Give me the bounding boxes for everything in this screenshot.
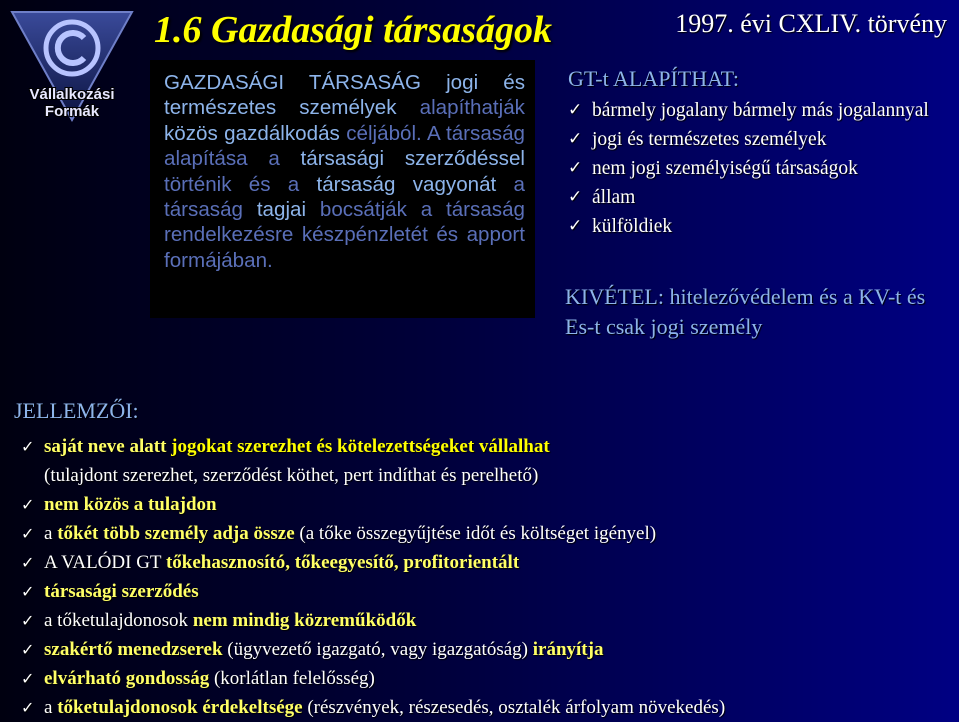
list-item: ✓ A VALÓDI GT tőkehasznosító, tőkeegyesítő, profitorientált bbox=[20, 548, 950, 577]
check-icon: ✓ bbox=[21, 669, 35, 688]
definition-text bbox=[164, 70, 525, 273]
definition-box bbox=[150, 60, 535, 318]
check-icon: ✓ bbox=[568, 129, 583, 149]
definition-part: tagjai bbox=[256, 198, 307, 222]
list-item: (tulajdont szerezhet, szerződést köthet, pert indíthat és perelhető) bbox=[44, 465, 539, 486]
definition-part: céljából. A társaság alapítása a bbox=[164, 121, 525, 171]
check-icon: ✓ bbox=[21, 640, 35, 659]
check-icon: ✓ bbox=[21, 437, 35, 456]
list-item: ✓ társasági szerződés bbox=[20, 577, 950, 606]
list-item: ✓ a tőkét több személy adja össze (a tőke összegyűjtése időt és költséget igényel) bbox=[20, 519, 950, 548]
definition-part: történik és a bbox=[164, 172, 317, 196]
list-item: ✓ a tőketulajdonosok nem mindig közreműködők bbox=[20, 606, 950, 635]
check-icon: ✓ bbox=[21, 553, 35, 572]
founders-title: GT-t ALAPÍTHAT: bbox=[568, 66, 740, 91]
definition-part: közös gazdálkodás bbox=[164, 121, 340, 145]
list-item: ✓ nem közös a tulajdon bbox=[20, 490, 950, 519]
definition-part: alapíthatják bbox=[396, 96, 525, 120]
list-item: ✓ elvárható gondosság (korlátlan felelősség) bbox=[20, 664, 950, 693]
list-item: ✓ jogi és természetes személyek bbox=[564, 125, 944, 154]
list-item: ✓ saját neve alatt jogokat szerezhet és kötelezettségeket vállalhat bbox=[20, 432, 950, 461]
list-item: ✓ külföldiek bbox=[564, 212, 944, 241]
check-icon: ✓ bbox=[568, 158, 583, 178]
check-icon: ✓ bbox=[21, 698, 35, 717]
law-reference: 1997. évi CXLIV. törvény bbox=[675, 9, 947, 38]
characteristics-title: JELLEMZŐI: bbox=[14, 398, 139, 423]
list-item: ✓ nem jogi személyiségű társaságok bbox=[564, 154, 944, 183]
page-title: 1.6 Gazdasági társaságok bbox=[154, 9, 552, 51]
definition-part: társasági szerződéssel bbox=[300, 147, 525, 171]
founders-section bbox=[564, 66, 944, 241]
check-icon: ✓ bbox=[21, 582, 35, 601]
definition-part: társaság vagyonát bbox=[316, 172, 497, 196]
logo-line-1: Vállalkozási bbox=[29, 86, 115, 103]
list-item: ✓ állam bbox=[564, 183, 944, 212]
definition-part: bocsátják a társaság rendelkezésre készpénzletét és apport formájában. bbox=[164, 198, 525, 272]
logo bbox=[4, 2, 140, 124]
list-item: ✓ a tőketulajdonosok érdekeltsége (részvények, részesedés, osztalék árfolyam növekedés) bbox=[20, 693, 950, 722]
founders-list bbox=[564, 96, 944, 241]
check-icon: ✓ bbox=[21, 611, 35, 630]
list-item: ✓ szakértő menedzserek (ügyvezető igazgató, vagy igazgatóság) irányítja bbox=[20, 635, 950, 664]
check-icon: ✓ bbox=[568, 187, 583, 207]
check-icon: ✓ bbox=[568, 100, 583, 120]
logo-line-2: Formák bbox=[44, 103, 100, 120]
definition-part: GAZDASÁGI TÁRSASÁG jogi és természetes személyek bbox=[164, 71, 525, 120]
check-icon: ✓ bbox=[21, 495, 35, 514]
check-icon: ✓ bbox=[21, 524, 35, 543]
check-icon: ✓ bbox=[568, 216, 583, 236]
characteristics-list bbox=[20, 432, 950, 722]
definition-part: a társaság bbox=[164, 172, 525, 222]
exception-note: KIVÉTEL: hitelezővédelem és a KV-t és Es-t csak jogi személy bbox=[565, 284, 926, 339]
list-item: ✓ bármely jogalany bármely más jogalannyal bbox=[564, 96, 944, 125]
